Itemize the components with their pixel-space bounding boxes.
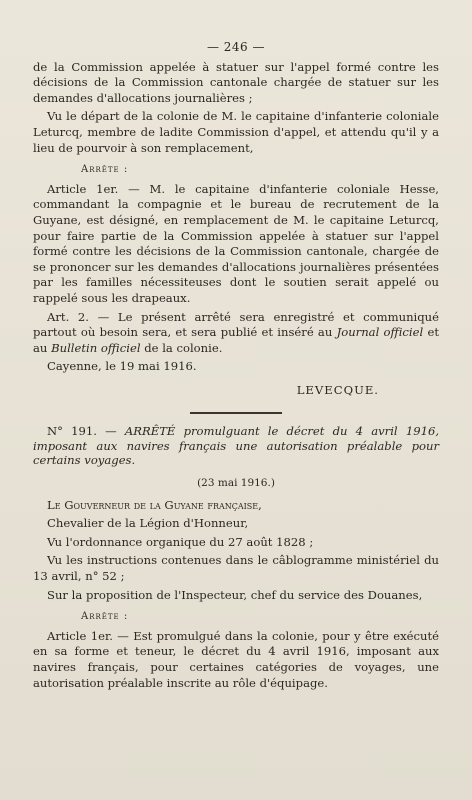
arrete-label-2: Arrête : [81,611,129,623]
arrete-label: Arrête : [81,164,129,176]
gouverneur-line: Le Gouverneur de la Guyane française, [47,497,262,512]
signature: LEVECQUE. [296,382,379,397]
article-2-text-mid: et au [33,325,439,355]
page-number: — 246 — [206,40,266,54]
section-divider [190,412,282,414]
journal-officiel-ref: Journal officiel [336,325,424,340]
bulletin-officiel-ref: Bulletin officiel [51,340,141,355]
page-text-column [33,26,439,691]
heading-191 [33,424,439,468]
act-date: (23 mai 1916.) [197,476,275,489]
article-2-text-end: de la colonie. [140,340,223,355]
article-2 [33,310,439,357]
article-1: Article 1er. — M. le capitaine d'infanterie coloniale Hesse, commandant la compagnie et le bureau de recrutement de la Guyane, est désigné, en remplacement de M. le capitaine Leturcq, pour faire partie de la Commission appelée à statuer sur l'appel formé contre les décisions de la Commission cantonale, chargée de se prononcer sur les demandes d'allocations journalières présentées par les familles nécessiteuses dont le soutien serait appelé ou rappelé sous les drapeaux. [33,181,439,305]
act-title: ARRÊTÉ promulguant le décret du 4 avril 1916, imposant aux navires français une autorisation préalable pour certains voyages. [33,424,440,468]
paragraph-commission: de la Commission appelée à statuer sur l'appel formé contre les décisions de la Commission cantonale chargée de statuer sur les demandes d'allocations journalières ; [33,59,439,105]
paragraph-vu-depart: Vu le départ de la colonie de M. le capitaine d'infanterie coloniale Leturcq, membre de ladite Commission d'appel, et attendu qu'il y a lieu de pourvoir à son remplacement, [33,109,439,155]
sur-proposition: Sur la proposition de l'Inspecteur, chef du service des Douanes, [47,587,423,602]
article-1-promulgation: Article 1er. — Est promulgué dans la colonie, pour y être exécuté en sa forme et teneur, le décret du 4 avril 1916, imposant aux navires français, pour certaines catégories de voyages, une autorisation préalable inscrite au rôle d'équipage. [33,628,439,690]
chevalier-line: Chevalier de la Légion d'Honneur, [47,516,249,531]
place-date: Cayenne, le 19 mai 1916. [47,359,197,374]
vu-instructions: Vu les instructions contenues dans le câblogramme ministériel du 13 avril, n° 52 ; [33,553,439,583]
vu-ordonnance: Vu l'ordonnance organique du 27 août 1828 ; [47,534,314,549]
act-number: N° 191. — [47,424,125,439]
article-2-text-start: Art. 2. — Le présent arrêté sera enregistré et communiqué partout où besoin sera, et sera publié et inséré au [33,309,439,340]
